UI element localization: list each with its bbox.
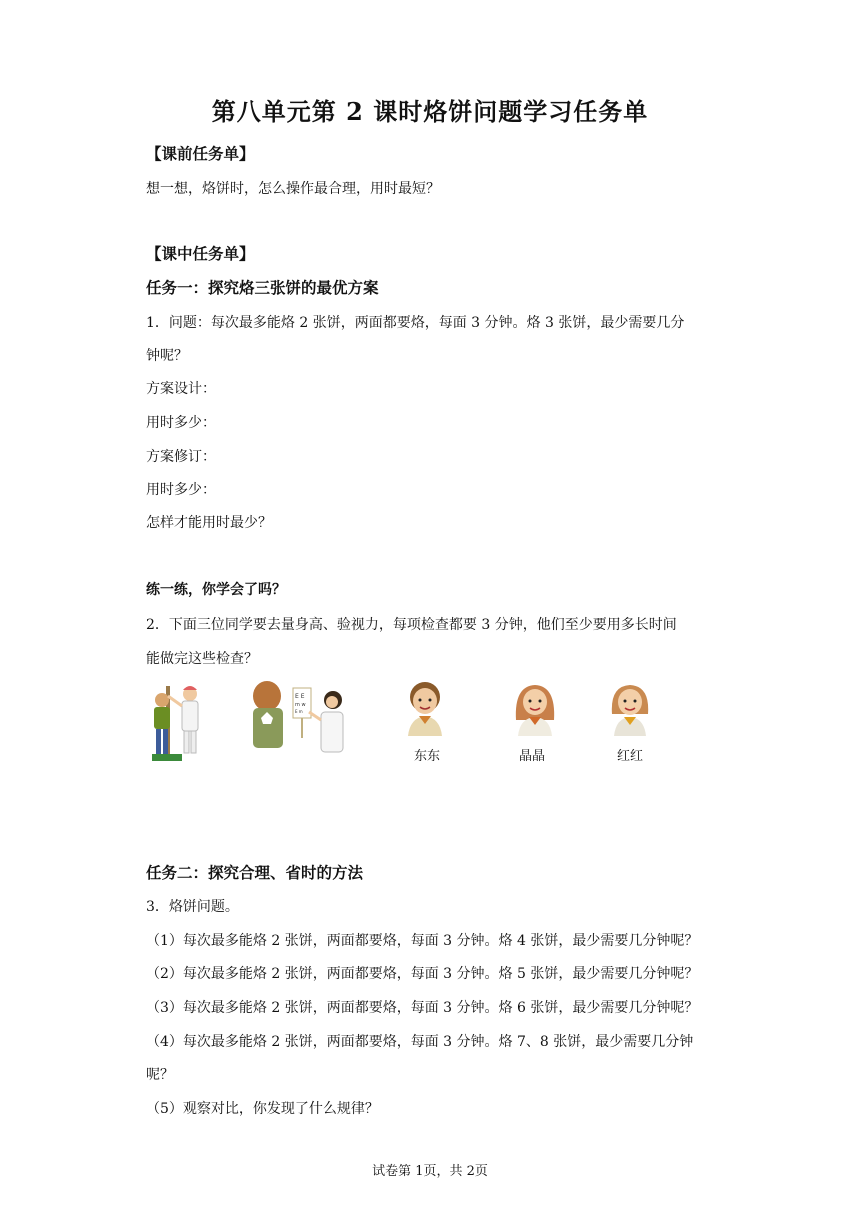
task2-heading: 任务二：探究合理、省时的方法 [146, 863, 364, 882]
plan-design-label: 方案设计： [146, 381, 216, 397]
page-title: 第八单元第 2 课时烙饼问题学习任务单 [211, 97, 649, 126]
student-dongdong-illustration [402, 680, 448, 736]
question-3: 3．烙饼问题。 [146, 899, 239, 915]
question-3-item-2: （2）每次最多能烙 2 张饼，两面都要烙，每面 3 分钟。烙 5 张饼，最少需要几分钟呢？ [146, 966, 699, 982]
in-class-heading: 【课中任务单】 [146, 244, 255, 263]
question-1-line-1: 1．问题：每次最多能烙 2 张饼，两面都要烙，每面 3 分钟。烙 3 张饼，最少需要几分 [146, 315, 685, 331]
student-name-dongdong: 东东 [413, 749, 440, 764]
task1-heading: 任务一：探究烙三张饼的最优方案 [146, 278, 379, 297]
student-name-honghong: 红红 [616, 749, 643, 764]
question-1-line-2: 钟呢？ [146, 348, 188, 364]
eye-test-illustration [247, 678, 353, 758]
svg-text:E E: E E [295, 693, 305, 700]
student-jingjing-illustration [510, 680, 560, 736]
question-3-item-5: （5）观察对比，你发现了什么规律？ [146, 1101, 379, 1117]
time-used-label-2: 用时多少： [146, 482, 216, 498]
page-footer: 试卷第 1页，共 2页 [372, 1164, 488, 1179]
svg-text:E m: E m [295, 709, 303, 714]
practice-heading: 练一练，你学会了吗？ [146, 582, 286, 598]
time-used-label-1: 用时多少： [146, 415, 216, 431]
question-3-item-1: （1）每次最多能烙 2 张饼，两面都要烙，每面 3 分钟。烙 4 张饼，最少需要几分钟呢？ [146, 933, 699, 949]
question-3-item-3: （3）每次最多能烙 2 张饼，两面都要烙，每面 3 分钟。烙 6 张饼，最少需要几分钟呢？ [146, 1000, 699, 1016]
student-name-jingjing: 晶晶 [518, 749, 545, 764]
question-2-line-1: 2．下面三位同学要去量身高、验视力，每项检查都要 3 分钟，他们至少要用多长时间 [146, 617, 677, 633]
svg-text:m w: m w [295, 702, 306, 708]
plan-revise-label: 方案修订： [146, 449, 216, 465]
question-3-item-4: （4）每次最多能烙 2 张饼，两面都要烙，每面 3 分钟。烙 7、8 张饼，最少需要几分钟 [146, 1034, 694, 1050]
pre-task-heading: 【课前任务单】 [146, 144, 255, 163]
question-3-item-4-cont: 呢？ [146, 1067, 174, 1083]
student-honghong-illustration [606, 680, 654, 736]
pre-task-text: 想一想，烙饼时，怎么操作最合理，用时最短？ [146, 181, 440, 197]
height-measurement-illustration [144, 678, 214, 768]
question-2-line-2: 能做完这些检查？ [146, 651, 258, 667]
how-least-question: 怎样才能用时最少？ [146, 515, 272, 531]
